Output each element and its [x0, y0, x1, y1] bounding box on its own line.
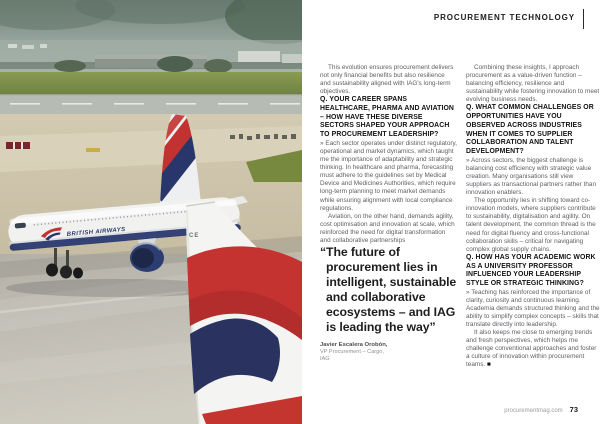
answer-paragraph: The opportunity lies in shifting toward co-innovation models, where suppliers contribute to sustainability, digitalisation and agility. On talent development, the common thread is the need for digital fluency and cross-functional collaboration skills – critical for navigating complex global supply chains. — [466, 197, 596, 253]
answer-paragraph: » Across sectors, the biggest challenge is balancing cost efficiency with strategic value creation. Many organisations still view suppliers as transactional partners rather than innovation enablers. — [466, 156, 597, 197]
question-heading: Q. YOUR CAREER SPANS HEALTHCARE, PHARMA AND AVIATION – HOW HAVE THESE DIVERSE SECTORS SHAPED YOUR APPROACH TO PROCUREMENT LEADERSHIP? — [320, 96, 455, 139]
answer-paragraph: It also keeps me close to emerging trends and fresh perspectives, which helps me challenge conventional approaches and foster a culture of innovation within procurement teams. ■ — [466, 329, 597, 369]
question-heading: Q. HOW HAS YOUR ACADEMIC WORK AS A UNIVERSITY PROFESSOR INFLUENCED YOUR LEADERSHIP STYLE OR STRATEGIC THINKING? — [466, 253, 596, 287]
section-rule — [583, 9, 584, 29]
quote-attribution — [320, 342, 457, 363]
pull-quote: “The future of procurement lies in intelligent, sustainable and collaborative ecosystems – and IAG is leading the way” — [320, 245, 457, 335]
answer-paragraph: » Teaching has reinforced the importance of clarity, curiosity and continuous learning. Academia demands structured thinking and the ability to simplify complex concepts – skills that translate directly into leadership. — [466, 288, 600, 328]
tail-registration: CE — [189, 233, 200, 239]
paragraph: This evolution ensures procurement delivers not only financial benefits but also resilience and sustainability aligned with IAG's long-term objectives. — [320, 64, 454, 96]
quote-author-org: IAG — [320, 356, 330, 363]
answer-paragraph: » Each sector operates under distinct regulatory, operational and market dynamics, which taught me the importance of adaptability and strategic thinking. In healthcare and pharma, forecasting must adhere to the guidelines set by Medical Device and Medicines Authorities, which require long-term planning to meet market demands while ensuring alignment with local compliance regulations. — [320, 139, 457, 212]
page-footer — [504, 405, 578, 414]
article-column-2 — [466, 64, 600, 370]
page-number: 73 — [569, 405, 578, 414]
quote-author: Javier Escalera Orobón, — [320, 342, 388, 349]
grass-strip — [0, 72, 302, 94]
article-end-mark: ■ — [486, 361, 491, 369]
runway — [0, 94, 302, 114]
footer-site: procurementmag.com — [504, 408, 563, 414]
quote-author-role: VP Procurement – Cargo, — [320, 349, 384, 356]
question-heading: Q. WHAT COMMON CHALLENGES OR OPPORTUNITIES HAVE YOU OBSERVED ACROSS INDUSTRIES WHEN IT COMES TO SUPPLIER COLLABORATION AND TALENT DEVELOPMENT? — [466, 104, 594, 155]
section-label: PROCUREMENT TECHNOLOGY — [433, 13, 575, 22]
fuselage-wordmark: BRITISH AIRWAYS — [66, 226, 126, 239]
paragraph: Combining these insights, I approach procurement as a value-driven function – balancing efficiency, resilience and sustainability while fostering innovation to meet evolving business needs. — [466, 64, 600, 104]
article-column-1 — [320, 64, 457, 363]
answer-paragraph: Aviation, on the other hand, demands agility, cost optimisation and innovation at scale, which reinforced the need for digital transformation and collaborative partnerships — [320, 212, 455, 245]
